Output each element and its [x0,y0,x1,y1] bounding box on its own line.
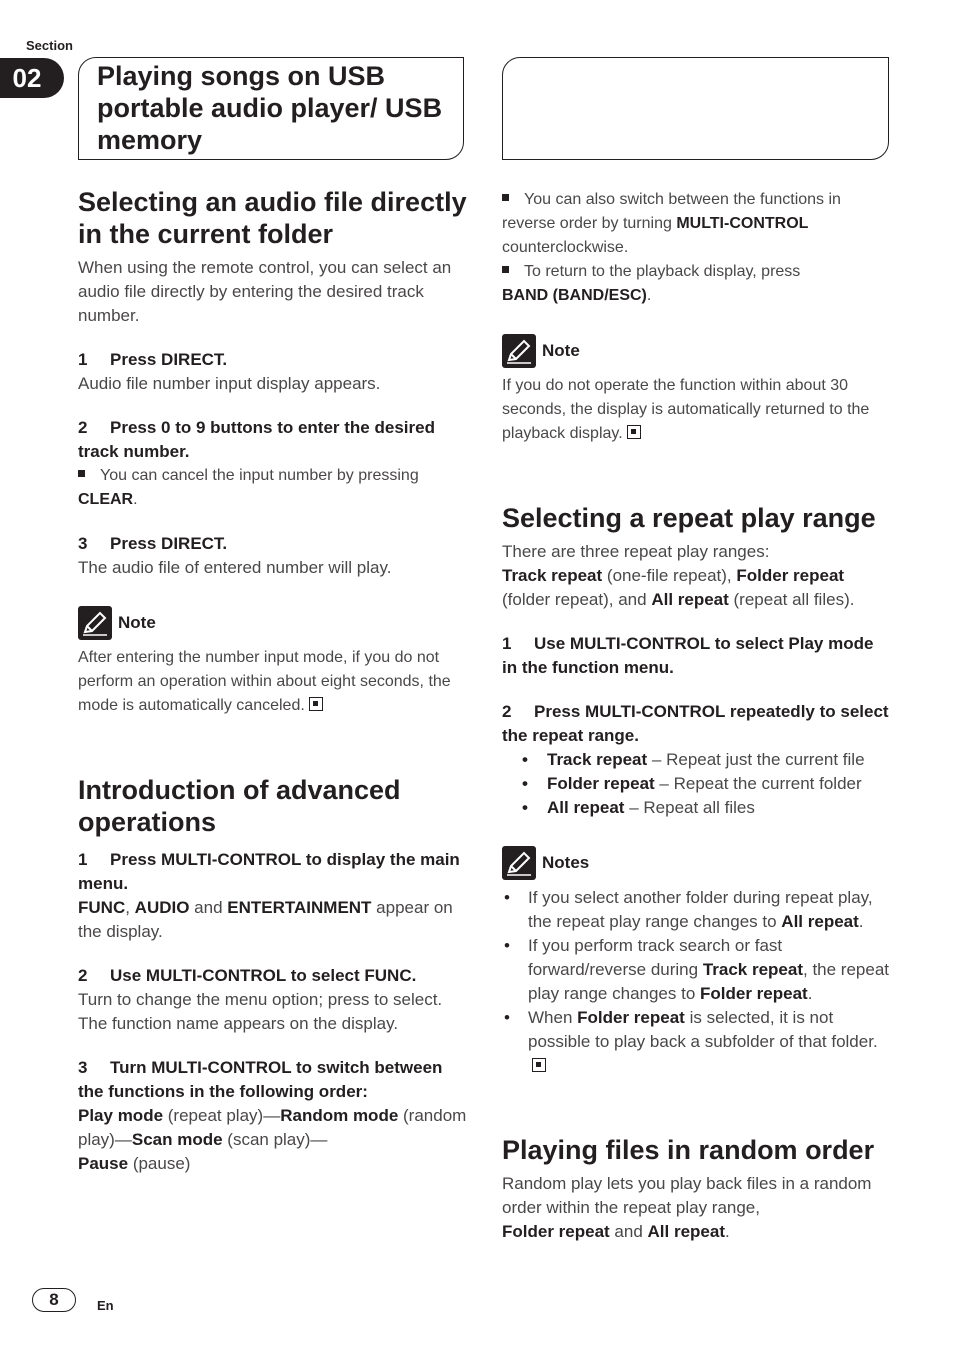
pencil-note-icon [78,606,112,640]
note-text [502,374,892,446]
step-number: 3 [78,1058,88,1077]
note-body: After entering the number input mode, if you do not perform an operation within about eight seconds, the mode is automatically canceled. [78,649,451,714]
all-repeat-label: All repeat [651,590,729,609]
right-column [502,188,892,1244]
list-item [502,934,892,1006]
step-text: Press MULTI-CONTROL to display the main menu. [78,850,460,893]
note-text [78,646,468,718]
option-desc: – Repeat the current folder [654,774,862,793]
repeat-intro [502,540,892,612]
end-of-section-icon [627,425,641,439]
step-text: Turn MULTI-CONTROL to switch between the functions in the following order: [78,1058,443,1101]
step-number: 2 [502,702,512,721]
step-text: Use MULTI-CONTROL to select Play mode in the function menu. [502,634,874,677]
adv-step-1-body [78,896,468,944]
band-key-label: BAND (BAND/ESC) [502,287,647,304]
note-heading [78,606,468,640]
body-text: Random play lets you play back files in a random order within the repeat play range, [502,1174,872,1217]
sep: , [125,898,135,917]
multi-control-label: MULTI-CONTROL [676,215,809,232]
step-number: 1 [78,350,88,369]
end-of-section-icon [309,697,323,711]
list-item [502,748,892,772]
adv-step-1 [78,848,468,896]
option-name: Track repeat [547,750,648,769]
list-item [502,772,892,796]
chapter-title: Playing songs on USB portable audio player/ USB memory [97,61,443,155]
adv-step-2 [78,964,468,988]
all-repeat-label: All repeat [781,912,859,931]
bullet-text: To return to the playback display, press [524,263,801,280]
section-title-advanced-operations: Introduction of advanced operations [78,775,401,837]
note-text: If you select another folder during repeat play, the repeat play range changes to [528,888,873,931]
section-title-select-audio-file: Selecting an audio file directly in the current folder [78,187,467,249]
pause-label: Pause [78,1154,129,1173]
section-title-repeat-play-range: Selecting a repeat play range [502,503,876,533]
bullet-end: . [646,287,652,304]
step-number: 2 [78,966,88,985]
step-2-bullet [78,464,468,512]
track-repeat-label: Track repeat [702,960,803,979]
track-repeat-label: Track repeat [502,566,603,585]
option-desc: – Repeat all files [624,798,755,817]
repeat-step-2 [502,700,892,748]
random-mode-label: Random mode [280,1106,399,1125]
select-audio-intro: When using the remote control, you can select an audio file directly by entering the desired track number. [78,258,452,325]
func-label: FUNC [78,898,126,917]
return-playback-bullet [502,260,892,308]
step-number: 1 [502,634,512,653]
step-number: 1 [78,850,88,869]
all-repeat-label: All repeat [647,1222,725,1241]
notes-label: Notes [542,853,590,872]
option-desc: – Repeat just the current file [647,750,865,769]
step-1-direct [78,348,468,372]
note-text: If you perform track search or fast forward/reverse during [528,936,783,979]
empty-header-box [502,57,889,160]
page-number: 8 [32,1288,76,1312]
note-text: . [858,912,864,931]
folder-repeat-label: Folder repeat [700,984,808,1003]
folder-repeat-label: Folder repeat [736,566,845,585]
play-mode-label: Play mode [78,1106,164,1125]
body-text: (repeat play)— [163,1106,281,1125]
repeat-step-1 [502,632,892,680]
language-code: En [97,1298,114,1313]
note-label: Note [118,613,156,632]
step-1-body: Audio file number input display appears. [78,374,381,393]
folder-repeat-label: Folder repeat [577,1008,685,1027]
body-text: and [609,1222,648,1241]
option-name: Folder repeat [547,774,655,793]
body-text: (scan play)— [222,1130,328,1149]
section-number-tab: 02 [0,58,64,98]
bullet-text: counterclockwise. [502,239,629,256]
left-column [78,186,468,1176]
step-text: Press MULTI-CONTROL repeatedly to select the repeat range. [502,702,889,745]
list-item [502,886,892,934]
note-text: is selected, it is not possible to play back a subfolder of that folder. [528,1008,878,1051]
section-title-random-order: Playing files in random order [502,1135,875,1165]
entertainment-label: ENTERTAINMENT [227,898,372,917]
body-text: (pause) [128,1154,191,1173]
option-name: All repeat [547,798,625,817]
note-text: When [528,1008,578,1027]
square-bullet-icon [502,266,509,273]
body-text: (one-file repeat), [602,566,737,585]
step-3-direct [78,532,468,556]
step-text: Press DIRECT. [110,350,228,369]
body-text: (repeat all files). [728,590,855,609]
step-number: 3 [78,534,88,553]
step-2-enter-number [78,416,468,464]
sep: and [189,898,228,917]
bullet-text: You can also switch between the functions in reverse order by turning [502,191,841,232]
list-item [502,1006,892,1078]
bullet-end: . [133,491,138,508]
body-text: . [725,1222,730,1241]
repeat-notes-list [502,886,892,1078]
note-text: . [807,984,813,1003]
bullet-text: You can cancel the input number by pressing [100,467,419,484]
step-text: Use MULTI-CONTROL to select FUNC. [110,966,417,985]
body-text: There are three repeat play ranges: [502,542,770,561]
repeat-range-list [502,748,892,820]
end-of-section-icon [532,1058,546,1072]
notes-heading [502,846,892,880]
adv-step-2-body2: The function name appears on the display. [78,1014,399,1033]
chapter-header-box [78,57,464,160]
pencil-note-icon [502,846,536,880]
note-heading [502,334,892,368]
body-text: appear on the display. [78,898,453,941]
step-3-body: The audio file of entered number will play. [78,558,392,577]
pencil-note-icon [502,334,536,368]
scan-mode-label: Scan mode [131,1130,223,1149]
body-text: (folder repeat), and [502,590,652,609]
note-label: Note [542,341,580,360]
adv-step-2-body1: Turn to change the menu option; press to select. [78,990,443,1009]
square-bullet-icon [78,470,85,477]
list-item [502,796,892,820]
step-text: Press 0 to 9 buttons to enter the desired track number. [78,418,435,461]
note-body: If you do not operate the function within about 30 seconds, the display is automatically returned to the playback display. [502,377,870,442]
section-label: Section [26,38,73,53]
step-number: 2 [78,418,88,437]
random-body [502,1172,892,1244]
folder-repeat-label: Folder repeat [502,1222,610,1241]
adv-step-3-body [78,1104,468,1176]
adv-step-3 [78,1056,468,1104]
body-text: (random play)— [78,1106,467,1149]
note-text: , the repeat play range changes to [528,960,890,1003]
square-bullet-icon [502,194,509,201]
step-text: Press DIRECT. [110,534,228,553]
clear-key-label: CLEAR [78,491,134,508]
audio-label: AUDIO [134,898,190,917]
reverse-order-bullet [502,188,892,260]
